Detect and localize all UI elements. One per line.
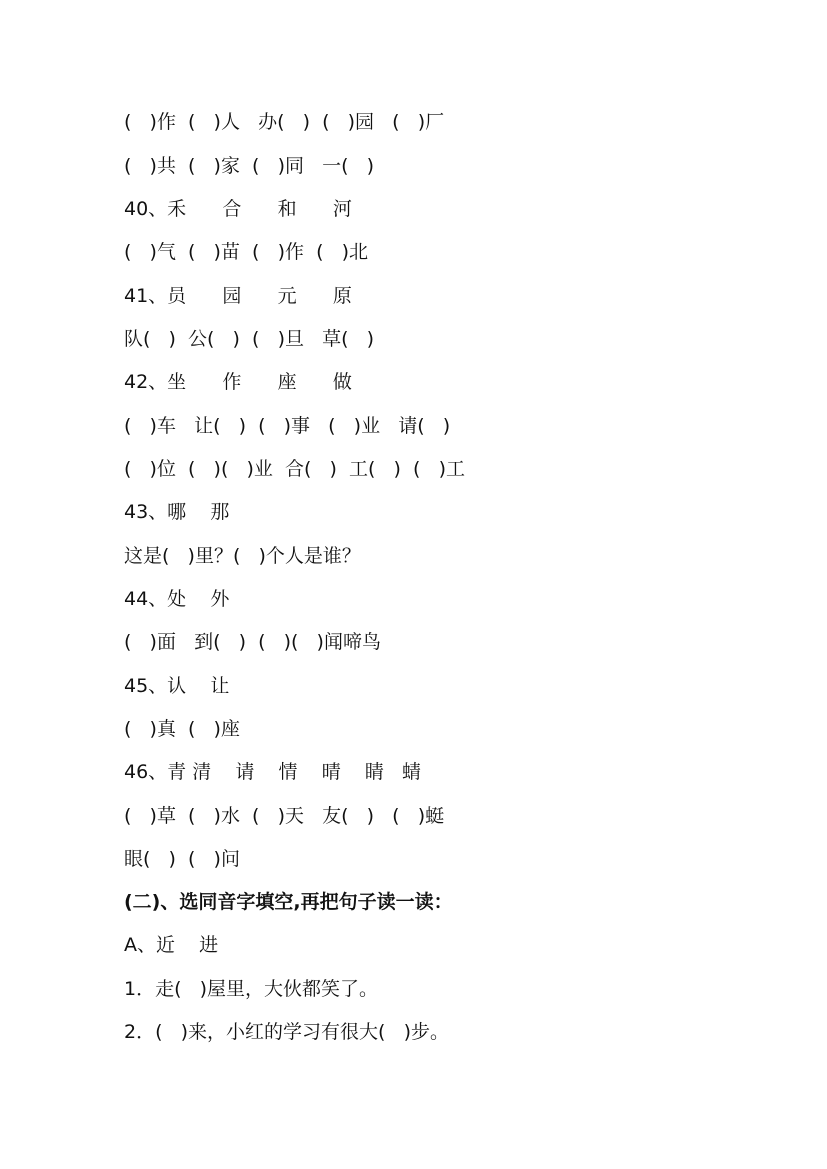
exercise-heading: 43、哪 那 [124,501,230,523]
exercise-line: ( )真 ( )座 [124,718,240,740]
exercise-line: ( )面 到( ) ( )( )闻啼鸟 [124,631,381,653]
exercise-line: ( )草 ( )水 ( )天 友( ) ( )蜓 [124,805,445,827]
exercise-line: ( )共 ( )家 ( )同 一( ) [124,155,375,177]
exercise-line: ( )气 ( )苗 ( )作 ( )北 [124,241,369,263]
exercise-line: ( )位 ( )( )业 合( ) 工( ) ( )工 [124,458,465,480]
section-line: 2．( )来，小红的学习有很大( )步。 [124,1021,449,1043]
exercise-line: 这是( )里？( )个人是谁？ [124,545,361,567]
exercise-heading: 40、禾 合 和 河 [124,198,352,220]
exercise-heading: 42、坐 作 座 做 [124,371,352,393]
section-line: A、近 进 [124,934,219,956]
exercise-line: 队( ) 公( ) ( )旦 草( ) [124,328,375,350]
exercise-line: ( )车 让( ) ( )事 ( )业 请( ) [124,415,451,437]
exercise-line: 眼( ) ( )问 [124,848,240,870]
exercise-heading: 46、青 清 请 情 晴 睛 蜻 [124,761,421,783]
section-line: 1．走( )屋里，大伙都笑了。 [124,978,379,1000]
exercise-line: ( )作 ( )人 办( ) ( )园 ( )厂 [124,111,445,133]
exercise-heading: 45、认 让 [124,675,230,697]
section-heading: (二)、选同音字填空,再把句子读一读： [124,891,453,913]
exercise-heading: 41、员 园 元 原 [124,285,352,307]
exercise-heading: 44、处 外 [124,588,230,610]
